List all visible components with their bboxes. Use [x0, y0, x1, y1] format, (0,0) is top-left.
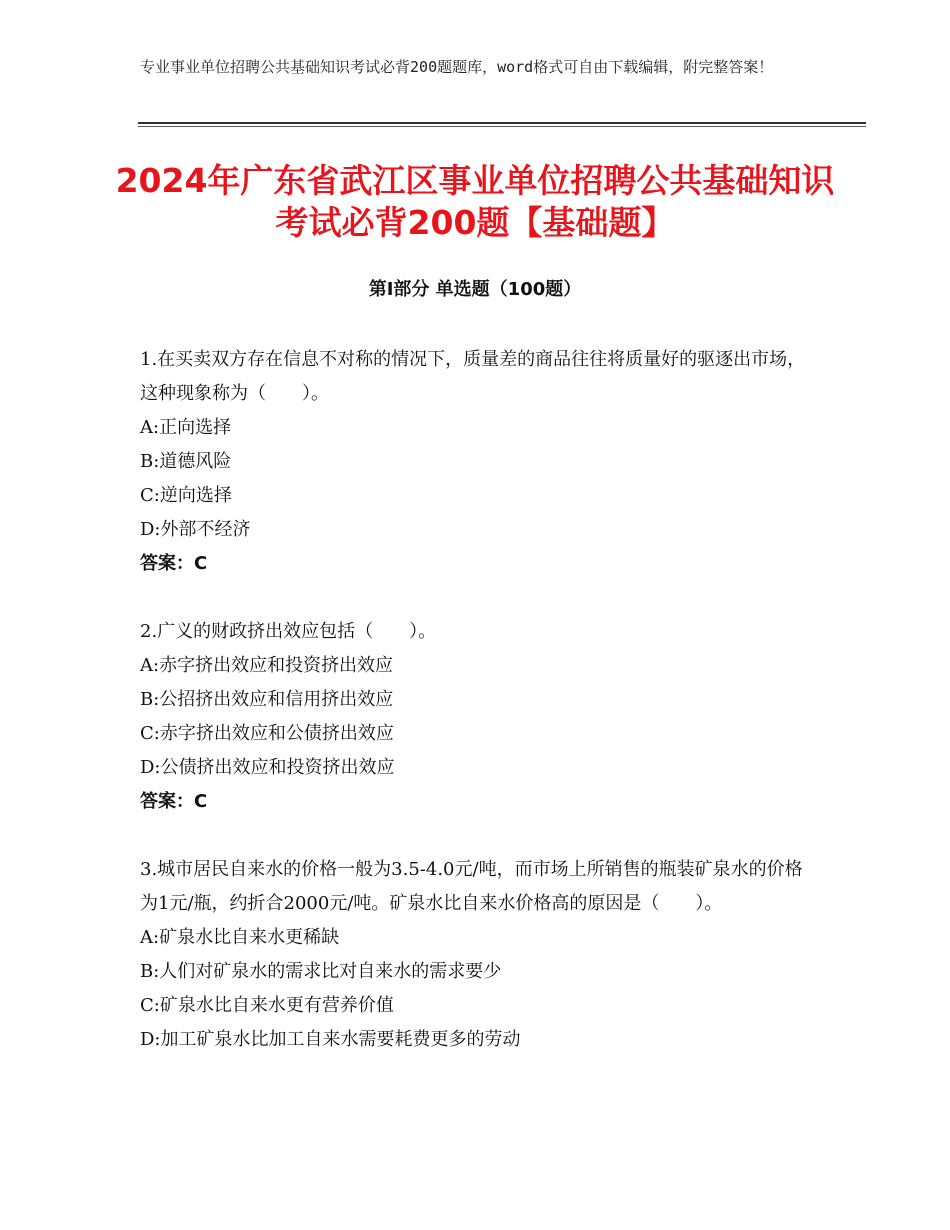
section-heading: 第I部分 单选题（100题）	[368, 279, 582, 300]
document-title: 2024年广东省武江区事业单位招聘公共基础知识考试必背200题【基础题】	[115, 161, 835, 242]
question-list	[140, 343, 820, 1091]
header-rule-thick	[138, 122, 866, 124]
option-d: D:加工矿泉水比加工自来水需要耗费更多的劳动	[140, 1029, 521, 1050]
question-2	[140, 615, 820, 819]
answer-line: 答案：C	[140, 553, 208, 574]
option-b: B:公招挤出效应和信用挤出效应	[140, 689, 394, 710]
option-d: D:外部不经济	[140, 519, 251, 540]
option-c: C:矿泉水比自来水更有营养价值	[140, 995, 394, 1016]
header-note: 专业事业单位招聘公共基础知识考试必背200题题库，word格式可自由下载编辑，附完整答案！	[140, 58, 774, 76]
option-d: D:公债挤出效应和投资挤出效应	[140, 757, 395, 778]
option-b: B:道德风险	[140, 451, 232, 472]
header-rule-thin	[138, 126, 866, 127]
question-stem: 1.在买卖双方存在信息不对称的情况下，质量差的商品往往将质量好的驱逐出市场，这种现象称为（ ）。	[140, 349, 806, 404]
question-1	[140, 343, 820, 581]
option-c: C:赤字挤出效应和公债挤出效应	[140, 723, 394, 744]
option-b: B:人们对矿泉水的需求比对自来水的需求要少	[140, 961, 502, 982]
question-stem: 3.城市居民自来水的价格一般为3.5-4.0元/吨，而市场上所销售的瓶装矿泉水的价格为1元/瓶，约折合2000元/吨。矿泉水比自来水价格高的原因是（ ）。	[140, 859, 803, 914]
option-c: C:逆向选择	[140, 485, 232, 506]
option-a: A:正向选择	[140, 417, 232, 438]
answer-line: 答案：C	[140, 791, 208, 812]
option-a: A:矿泉水比自来水更稀缺	[140, 927, 340, 948]
question-3	[140, 853, 820, 1057]
option-a: A:赤字挤出效应和投资挤出效应	[140, 655, 394, 676]
question-stem: 2.广义的财政挤出效应包括（ ）。	[140, 621, 437, 642]
